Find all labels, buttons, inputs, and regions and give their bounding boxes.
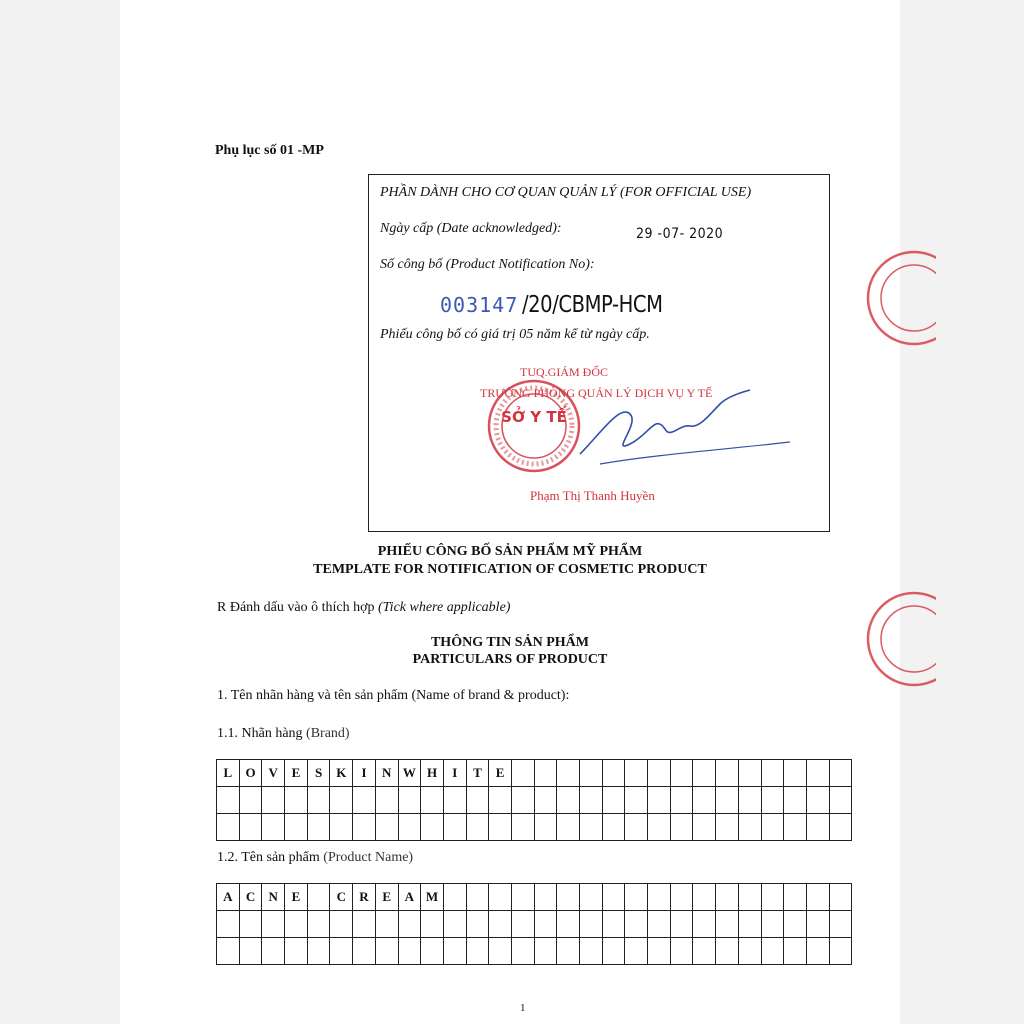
grid-empty-cell: [602, 760, 625, 787]
grid-empty-cell: [443, 911, 466, 938]
grid-empty-cell: [557, 938, 580, 965]
section-title-en: PARTICULARS OF PRODUCT: [412, 652, 608, 667]
grid-empty-cell: [761, 884, 784, 911]
grid-empty-cell: [353, 938, 376, 965]
grid-empty-cell: [398, 814, 421, 841]
grid-empty-cell: [285, 814, 308, 841]
grid-empty-cell: [353, 787, 376, 814]
grid-char-cell: A: [398, 884, 421, 911]
signer-title: TUQ.GIÁM ĐỐC: [520, 365, 608, 379]
grid-empty-cell: [466, 911, 489, 938]
grid-empty-cell: [330, 911, 353, 938]
grid-empty-cell: [398, 911, 421, 938]
grid-empty-cell: [466, 787, 489, 814]
grid-empty-cell: [285, 938, 308, 965]
grid-char-cell: R: [353, 884, 376, 911]
grid-char-cell: E: [375, 884, 398, 911]
grid-empty-cell: [738, 938, 761, 965]
grid-empty-cell: [648, 814, 671, 841]
grid-empty-cell: [262, 938, 285, 965]
grid-empty-cell: [648, 938, 671, 965]
grid-char-cell: M: [421, 884, 444, 911]
grid-char-cell: I: [443, 760, 466, 787]
grid-empty-cell: [648, 760, 671, 787]
grid-empty-cell: [443, 814, 466, 841]
grid-empty-cell: [784, 760, 807, 787]
grid-empty-cell: [829, 760, 852, 787]
product-char-grid: [216, 883, 852, 965]
question-1-1-vi: 1.1. Nhãn hàng: [217, 726, 307, 741]
grid-empty-cell: [693, 814, 716, 841]
grid-empty-cell: [421, 938, 444, 965]
grid-empty-cell: [625, 787, 648, 814]
margin-stamp-icon: [866, 243, 936, 353]
grid-empty-cell: [738, 911, 761, 938]
grid-empty-cell: [307, 787, 330, 814]
grid-empty-cell: [262, 787, 285, 814]
grid-empty-cell: [602, 884, 625, 911]
grid-empty-cell: [693, 884, 716, 911]
grid-empty-cell: [625, 814, 648, 841]
grid-empty-cell: [421, 814, 444, 841]
grid-empty-cell: [217, 938, 240, 965]
grid-empty-cell: [307, 938, 330, 965]
grid-empty-cell: [307, 814, 330, 841]
grid-empty-cell: [580, 938, 603, 965]
grid-empty-cell: [648, 884, 671, 911]
signer-department: TRƯỞNG PHÒNG QUẢN LÝ DỊCH VỤ Y TẾ: [480, 386, 713, 400]
grid-empty-cell: [716, 938, 739, 965]
grid-empty-cell: [784, 938, 807, 965]
grid-empty-cell: [489, 911, 512, 938]
grid-empty-cell: [443, 884, 466, 911]
grid-empty-cell: [239, 938, 262, 965]
grid-empty-cell: [262, 911, 285, 938]
annex-label: Phụ lục số 01 -MP: [215, 143, 324, 158]
grid-empty-cell: [738, 787, 761, 814]
tick-instruction-en: (Tick where applicable): [378, 600, 511, 615]
grid-empty-cell: [285, 911, 308, 938]
question-1-1-en: (Brand): [306, 726, 350, 741]
grid-empty-cell: [670, 911, 693, 938]
grid-empty-cell: [353, 814, 376, 841]
grid-char-cell: C: [239, 884, 262, 911]
question-1-2-vi: 1.2. Tên sản phẩm: [217, 850, 324, 865]
grid-empty-cell: [693, 938, 716, 965]
grid-empty-cell: [806, 814, 829, 841]
grid-empty-cell: [716, 884, 739, 911]
grid-empty-cell: [511, 911, 534, 938]
grid-char-cell: E: [285, 884, 308, 911]
grid-empty-cell: [716, 787, 739, 814]
grid-empty-cell: [693, 787, 716, 814]
grid-empty-cell: [829, 814, 852, 841]
grid-empty-cell: [557, 884, 580, 911]
grid-empty-cell: [330, 814, 353, 841]
grid-empty-cell: [670, 760, 693, 787]
grid-empty-cell: [716, 814, 739, 841]
grid-empty-cell: [398, 938, 421, 965]
grid-empty-cell: [330, 938, 353, 965]
grid-empty-cell: [511, 760, 534, 787]
grid-empty-cell: [443, 938, 466, 965]
grid-empty-cell: [625, 911, 648, 938]
grid-empty-cell: [421, 787, 444, 814]
grid-empty-cell: [580, 911, 603, 938]
grid-empty-cell: [217, 911, 240, 938]
official-heading: PHẦN DÀNH CHO CƠ QUAN QUẢN LÝ (FOR OFFICIAL USE): [380, 185, 752, 200]
notification-number-row: [440, 292, 688, 318]
date-label: Ngày cấp (Date acknowledged):: [380, 221, 562, 236]
grid-empty-cell: [534, 814, 557, 841]
grid-empty-cell: [511, 814, 534, 841]
grid-char-cell: S: [307, 760, 330, 787]
grid-empty-cell: [670, 787, 693, 814]
grid-empty-cell: [511, 787, 534, 814]
grid-empty-cell: [580, 760, 603, 787]
grid-empty-cell: [375, 938, 398, 965]
grid-empty-cell: [375, 911, 398, 938]
section-title-vi: THÔNG TIN SẢN PHẨM: [430, 635, 590, 650]
page-number: 1: [520, 1002, 526, 1014]
grid-empty-cell: [375, 787, 398, 814]
form-title-en: TEMPLATE FOR NOTIFICATION OF COSMETIC PRODUCT: [313, 562, 707, 577]
grid-empty-cell: [511, 884, 534, 911]
grid-empty-cell: [239, 787, 262, 814]
grid-char-cell: C: [330, 884, 353, 911]
question-1-1: [217, 726, 350, 742]
question-1: 1. Tên nhãn hàng và tên sản phẩm (Name of brand & product):: [217, 688, 570, 703]
grid-empty-cell: [625, 760, 648, 787]
grid-empty-cell: [466, 938, 489, 965]
grid-char-cell: K: [330, 760, 353, 787]
grid-empty-cell: [784, 884, 807, 911]
grid-char-cell: O: [239, 760, 262, 787]
grid-char-cell: A: [217, 884, 240, 911]
grid-empty-cell: [806, 787, 829, 814]
date-value: 29 -07- 2020: [636, 226, 724, 242]
grid-empty-cell: [375, 814, 398, 841]
grid-empty-cell: [489, 814, 512, 841]
grid-empty-cell: [580, 884, 603, 911]
grid-empty-cell: [784, 787, 807, 814]
grid-empty-cell: [829, 787, 852, 814]
grid-empty-cell: [330, 787, 353, 814]
grid-empty-cell: [670, 814, 693, 841]
grid-empty-cell: [534, 884, 557, 911]
grid-empty-cell: [580, 814, 603, 841]
grid-char-cell: [307, 884, 330, 911]
grid-char-cell: N: [375, 760, 398, 787]
grid-char-cell: H: [421, 760, 444, 787]
grid-empty-cell: [398, 787, 421, 814]
validity-note: Phiếu công bố có giá trị 05 năm kể từ ngày cấp.: [380, 327, 650, 342]
grid-empty-cell: [738, 814, 761, 841]
grid-empty-cell: [806, 760, 829, 787]
grid-empty-cell: [602, 787, 625, 814]
grid-empty-cell: [648, 911, 671, 938]
grid-empty-cell: [716, 760, 739, 787]
grid-empty-cell: [239, 814, 262, 841]
seal-text: SỞ Y TẾ: [501, 408, 567, 426]
question-1-2: [217, 850, 413, 866]
grid-empty-cell: [625, 884, 648, 911]
grid-empty-cell: [602, 814, 625, 841]
grid-empty-cell: [353, 911, 376, 938]
grid-empty-cell: [806, 911, 829, 938]
grid-empty-cell: [693, 760, 716, 787]
grid-char-cell: L: [217, 760, 240, 787]
notification-label: Số công bố (Product Notification No):: [380, 257, 595, 272]
grid-empty-cell: [829, 938, 852, 965]
grid-empty-cell: [829, 911, 852, 938]
form-title-vi: PHIẾU CÔNG BỐ SẢN PHẨM MỸ PHẨM: [377, 544, 643, 559]
grid-empty-cell: [602, 911, 625, 938]
grid-empty-cell: [761, 814, 784, 841]
grid-empty-cell: [625, 938, 648, 965]
grid-empty-cell: [534, 787, 557, 814]
grid-empty-cell: [806, 938, 829, 965]
grid-empty-cell: [466, 884, 489, 911]
notification-suffix: /20/CBMP-HCM: [522, 292, 663, 318]
grid-empty-cell: [602, 938, 625, 965]
grid-empty-cell: [738, 760, 761, 787]
grid-empty-cell: [489, 938, 512, 965]
grid-empty-cell: [489, 884, 512, 911]
grid-empty-cell: [761, 938, 784, 965]
notification-number: 003147: [440, 293, 519, 317]
grid-empty-cell: [557, 760, 580, 787]
grid-empty-cell: [534, 911, 557, 938]
grid-char-cell: E: [489, 760, 512, 787]
grid-empty-cell: [716, 911, 739, 938]
grid-empty-cell: [557, 911, 580, 938]
grid-empty-cell: [443, 787, 466, 814]
signer-name: Phạm Thị Thanh Huyền: [530, 488, 655, 503]
tick-instruction-vi: R Đánh dấu vào ô thích hợp: [217, 600, 378, 615]
grid-char-cell: W: [398, 760, 421, 787]
grid-empty-cell: [534, 760, 557, 787]
grid-empty-cell: [511, 938, 534, 965]
grid-empty-cell: [761, 911, 784, 938]
grid-empty-cell: [557, 814, 580, 841]
grid-empty-cell: [239, 911, 262, 938]
grid-empty-cell: [784, 814, 807, 841]
grid-empty-cell: [307, 911, 330, 938]
grid-empty-cell: [466, 814, 489, 841]
brand-char-grid: [216, 759, 852, 841]
grid-empty-cell: [285, 787, 308, 814]
grid-char-cell: E: [285, 760, 308, 787]
grid-empty-cell: [761, 787, 784, 814]
grid-empty-cell: [806, 884, 829, 911]
grid-empty-cell: [670, 884, 693, 911]
grid-char-cell: T: [466, 760, 489, 787]
tick-instruction: [217, 600, 510, 616]
grid-empty-cell: [761, 760, 784, 787]
grid-empty-cell: [829, 884, 852, 911]
question-1-2-en: (Product Name): [323, 850, 414, 865]
grid-empty-cell: [217, 787, 240, 814]
grid-empty-cell: [738, 884, 761, 911]
grid-empty-cell: [534, 938, 557, 965]
grid-char-cell: I: [353, 760, 376, 787]
grid-empty-cell: [580, 787, 603, 814]
grid-empty-cell: [557, 787, 580, 814]
grid-empty-cell: [784, 911, 807, 938]
grid-empty-cell: [670, 938, 693, 965]
grid-empty-cell: [489, 787, 512, 814]
grid-empty-cell: [217, 814, 240, 841]
grid-empty-cell: [648, 787, 671, 814]
grid-empty-cell: [693, 911, 716, 938]
grid-char-cell: N: [262, 884, 285, 911]
grid-empty-cell: [421, 911, 444, 938]
grid-empty-cell: [262, 814, 285, 841]
grid-char-cell: V: [262, 760, 285, 787]
